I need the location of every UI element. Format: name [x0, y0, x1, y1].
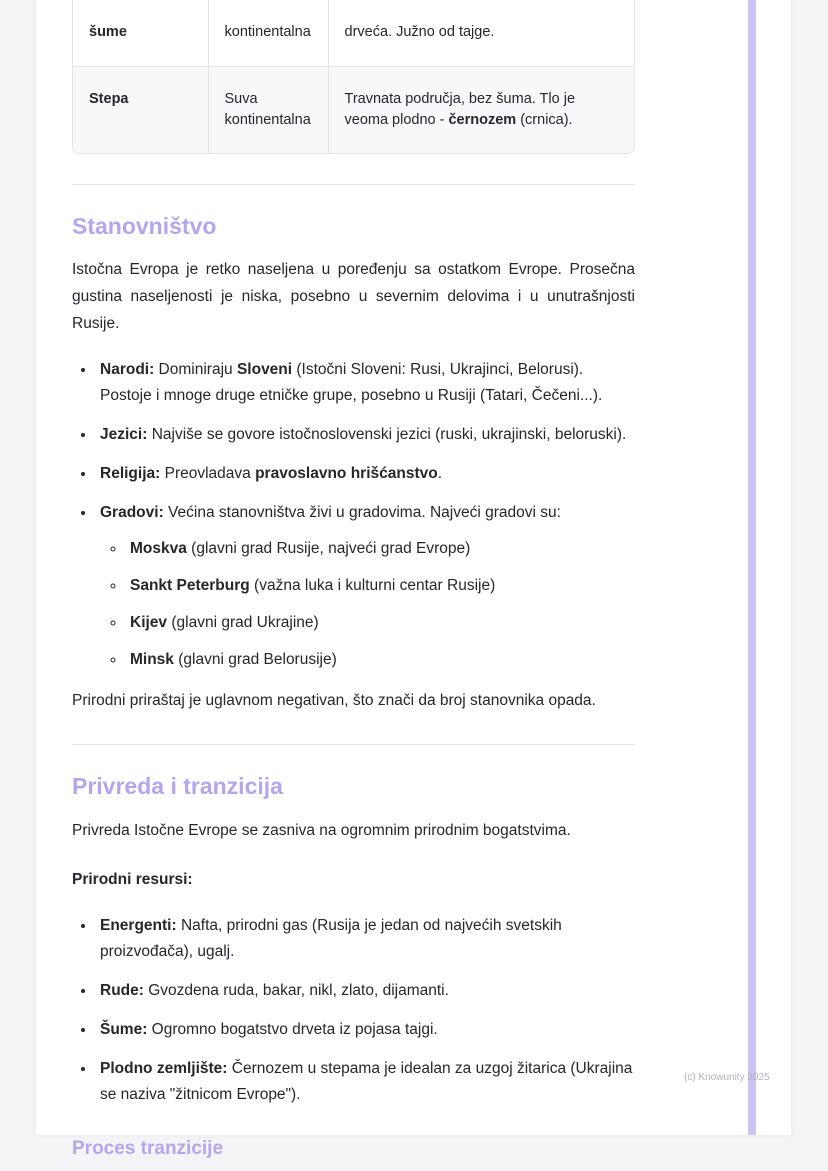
section-heading-privreda: Privreda i tranzicija: [72, 773, 283, 800]
knowunity-watermark: (c) Knowunity 2025: [684, 1072, 770, 1083]
list-item-sume: • Šume: Ogromno bogatstvo drveta iz pojasa tajgi.: [96, 1017, 635, 1043]
resources-list: [72, 913, 635, 1108]
list-item-minsk: ◦ Minsk (glavni grad Belorusije): [126, 649, 635, 671]
list-item-gradovi: • Gradovi: Većina stanovništva živi u gradovima. Najveći gradovi su: ◦ Moskva (glavni grad Rusije, najveći grad Evrope) ◦ Sankt Peterburg (važna luka i kulturni centar Rusije) ◦ Kijev (glavni grad Ukrajine) ◦ Minsk (glavni grad Belorusije): [96, 500, 635, 671]
table-cell-climate: kontinentalna: [208, 0, 328, 66]
table-cell-description: drveća. Južno od tajge.: [328, 0, 634, 66]
population-intro-paragraph: Istočna Evropa je retko naseljena u poređenju sa ostatkom Evrope. Prosečna gustina naseljenosti je niska, posebno u severnim delovima i u unutrašnjosti Rusije.: [72, 261, 635, 333]
list-item-sankt-peterburg: ◦ Sankt Peterburg (važna luka i kulturni centar Rusije): [126, 575, 635, 597]
economy-intro-paragraph: Privreda Istočne Evrope se zasniva na ogromnim prirodnim bogatstvima.: [72, 821, 571, 839]
page-vertical-accent-bar: [748, 0, 756, 1135]
table-row: [73, 66, 634, 153]
population-list: [72, 357, 635, 671]
population-outro-paragraph: Prirodni priraštaj je uglavnom negativan, što znači da broj stanovnika opada.: [72, 692, 596, 710]
note-content: [36, 0, 791, 1161]
list-item-energenti: • Energenti: Nafta, prirodni gas (Rusija je jedan od najvećih svetskih proizvođača), ugalj.: [96, 913, 635, 965]
note-card: [36, 0, 791, 1159]
section-divider: [72, 744, 635, 745]
table-cell-biome: šume: [89, 24, 127, 41]
table-cell-climate: Suva kontinentalna: [208, 66, 328, 153]
climate-table: [72, 0, 635, 154]
list-item-jezici: • Jezici: Najviše se govore istočnoslovenski jezici (ruski, ukrajinski, beloruski).: [96, 422, 635, 448]
table-row: [73, 0, 634, 66]
cities-sublist: [100, 538, 635, 671]
list-item-kijev: ◦ Kijev (glavni grad Ukrajine): [126, 612, 635, 634]
table-cell-biome: Stepa: [73, 66, 208, 153]
section-heading-stanovnistvo: Stanovništvo: [72, 212, 217, 239]
list-item-religija: • Religija: Preovladava pravoslavno hrišćanstvo.: [96, 461, 635, 487]
resources-label: Prirodni resursi:: [72, 870, 193, 888]
subsection-heading-proces-tranzicije: Proces tranzicije: [72, 1137, 224, 1159]
list-item-narodi: • Narodi: Dominiraju Sloveni (Istočni Sloveni: Rusi, Ukrajinci, Belorusi). Postoje i mnoge druge etničke grupe, posebno u Rusiji (Tatari, Čečeni...).: [96, 357, 635, 409]
list-item-plodno-zemljiste: • Plodno zemljište: Černozem u stepama je idealan za uzgoj žitarica (Ukrajina se naziva "žitnicom Evrope").: [96, 1056, 635, 1108]
list-item-rude: • Rude: Gvozdena ruda, bakar, nikl, zlato, dijamanti.: [96, 978, 635, 1004]
table-cell-description: Travnata područja, bez šuma. Tlo je veoma plodno - černozem (crnica).: [328, 66, 634, 153]
section-divider: [72, 184, 635, 185]
list-item-moskva: ◦ Moskva (glavni grad Rusije, najveći grad Evrope): [126, 538, 635, 560]
